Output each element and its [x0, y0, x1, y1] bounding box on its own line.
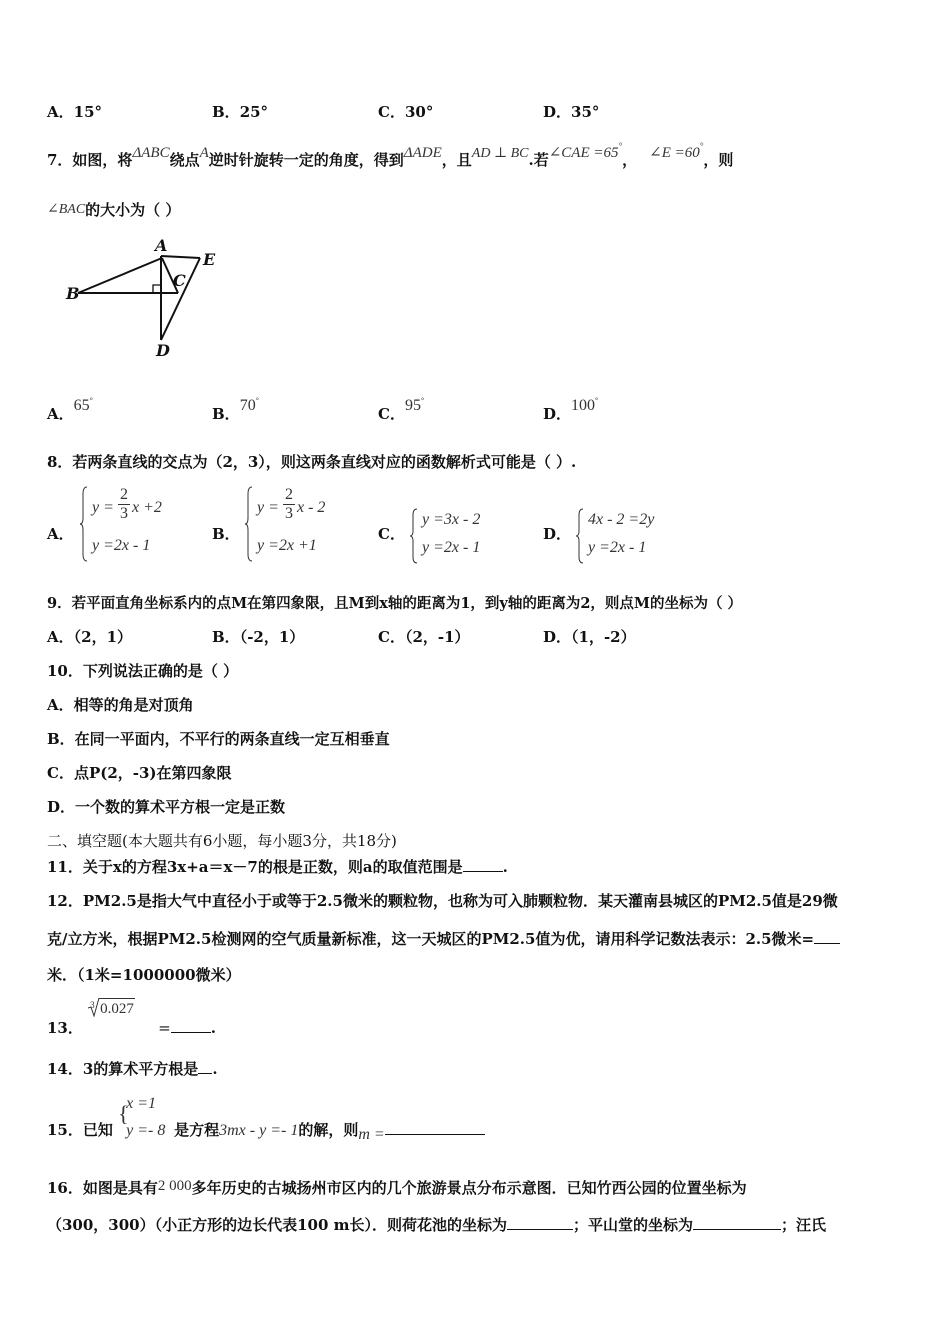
line-b-a [78, 258, 162, 293]
q7-option-d: D．100° [543, 396, 599, 423]
q7-stem-2: ∠BAC的大小为（ ） [47, 201, 181, 219]
q7-option-b: B．70° [212, 396, 259, 423]
q9-stem: 9．若平面直角坐标系内的点M在第四象限，且M到x轴的距离为1，到y轴的距离为2，则点M的坐标为（ ） [47, 595, 743, 612]
q10-option-c: C．点P(2，-3)在第四象限 [47, 764, 232, 782]
q14-text: 14．3的算术平方根是 . [47, 1060, 218, 1078]
q15-system: { x =1 y =- 8 [118, 1095, 166, 1139]
q8-option-d-system: 4x - 2 =2y y =2x - 1 [576, 508, 686, 564]
q14-answer-blank[interactable] [198, 1073, 212, 1074]
q7-option-c: C．95° [378, 396, 425, 423]
q9-option-c: C．（2，-1） [378, 628, 470, 646]
q16-line2: （300，300）（小正方形的边长代表100 m长）．则荷花池的坐标为 ；平山堂的坐标为 ；汪氏 [47, 1216, 827, 1234]
q13-text: 13． 3 0.027 = . [47, 1000, 216, 1037]
q10-option-b: B．在同一平面内，不平行的两条直线一定互相垂直 [47, 730, 390, 748]
q12-line3: 米．（1米=1000000微米） [47, 966, 241, 984]
section-heading: 二、填空题(本大题共有6小题，每小题3分，共18分) [47, 832, 397, 850]
q10-stem: 10．下列说法正确的是（ ） [47, 662, 239, 680]
q6-option-b: B．25° [212, 103, 269, 121]
q11-text: 11．关于x的方程3x+a＝x－7的根是正数，则a的取值范围是 . [47, 858, 508, 876]
label-d: D [156, 341, 170, 360]
q8-option-d-letter: D． [543, 525, 572, 543]
q10-option-d: D．一个数的算术平方根一定是正数 [47, 798, 286, 816]
q13-answer-blank[interactable] [171, 1032, 211, 1033]
q16-blank-lotus-pond[interactable] [507, 1229, 573, 1230]
q9-option-d: D．（1，-2） [543, 628, 636, 646]
q15-answer-blank[interactable] [385, 1134, 485, 1135]
cube-root: 3 0.027 [90, 1000, 134, 1017]
q16-blank-pingshan-hall[interactable] [693, 1229, 781, 1230]
label-c: C [173, 271, 186, 290]
q8-option-b-system: y = 2 3 x - 2 y =2x +1 [245, 486, 355, 562]
q8-option-c-letter: C． [378, 525, 405, 543]
q9-option-b: B．（-2，1） [212, 628, 305, 646]
label-e: E [203, 250, 216, 269]
q8-option-a-letter: A． [47, 525, 74, 543]
q12-line1: 12．PM2.5是指大气中直径小于或等于2.5微米的颗粒物，也称为可入肺颗粒物．某天灌南县城区的PM2.5值是29微 [47, 892, 838, 910]
right-angle-mark [153, 285, 161, 293]
q12-answer-blank[interactable] [814, 943, 840, 944]
q6-option-a: A．15° [47, 103, 103, 121]
q16-line1: 16．如图是具有2 000多年历史的古城扬州市区内的几个旅游景点分布示意图．已知竹西公园的位置坐标为 [47, 1178, 747, 1197]
q7-figure [60, 236, 230, 361]
q8-stem: 8．若两条直线的交点为（2，3），则这两条直线对应的函数解析式可能是（ ）. [47, 453, 577, 471]
q7-stem: 7．如图，将ΔABC绕点A逆时针旋转一定的角度，得到ΔADE，且AD ⊥ BC.若∠CAE =65°， ∠E =60°，则 [47, 141, 734, 169]
q7-option-a: A．65° [47, 396, 93, 423]
q6-option-c: C．30° [378, 103, 434, 121]
q8-option-b-letter: B． [212, 525, 240, 543]
label-a: A [155, 236, 168, 255]
q8-option-c-system: y =3x - 2 y =2x - 1 [410, 508, 520, 564]
line-a-e [161, 256, 200, 258]
label-b: B [66, 284, 80, 303]
q11-answer-blank[interactable] [463, 871, 503, 872]
q9-option-a: A．（2，1） [47, 628, 133, 646]
q15-text: 15．已知 { x =1 y =- 8 是方程3mx - y =- 1的解，则m = [47, 1120, 485, 1141]
q6-option-d: D．35° [543, 103, 600, 121]
q8-option-a-system: y = 2 3 x +2 y =2x - 1 [80, 486, 190, 562]
q12-line2: 克/立方米，根据PM2.5检测网的空气质量新标准，这一天城区的PM2.5值为优，请用科学记数法表示：2.5微米= [47, 929, 840, 949]
q10-option-a: A．相等的角是对顶角 [47, 696, 194, 714]
